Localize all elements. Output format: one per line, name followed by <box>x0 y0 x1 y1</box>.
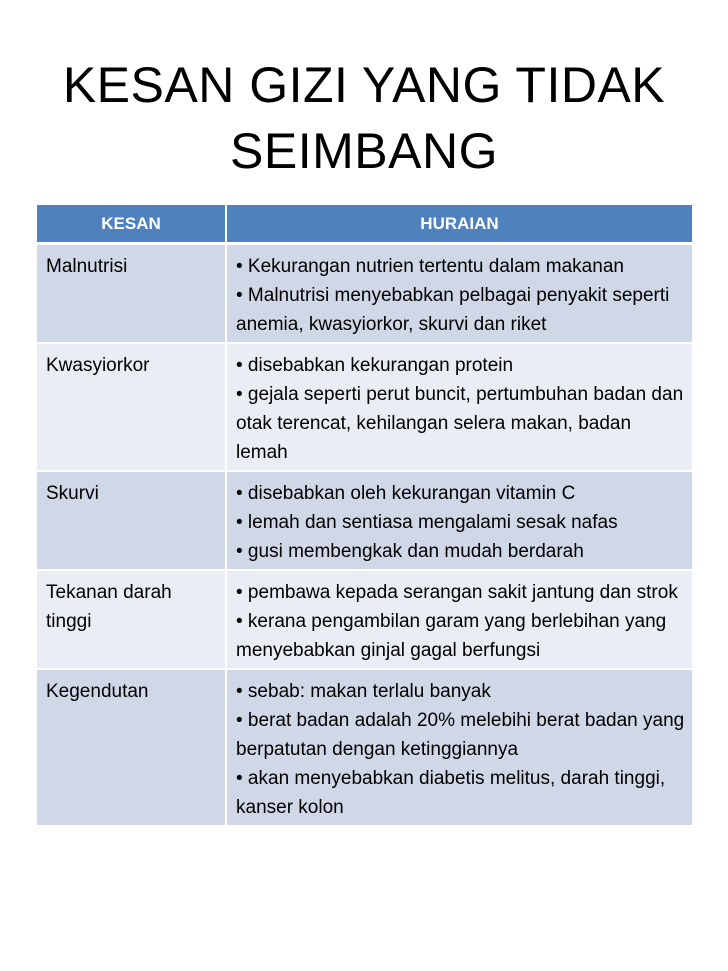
header-kesan: KESAN <box>37 205 226 244</box>
table-row <box>37 244 692 344</box>
table-row <box>37 669 692 826</box>
table-row <box>37 471 692 570</box>
table-header-row <box>37 205 692 244</box>
cell-huraian <box>226 244 692 344</box>
bullet-point: • kerana pengambilan garam yang berlebihan yang menyebabkan ginjal gagal berfungsi <box>236 611 667 661</box>
cell-kesan: Malnutrisi <box>37 244 226 344</box>
title-line-1: KESAN GIZI YANG TIDAK <box>62 57 666 113</box>
bullet-point: • gejala seperti perut buncit, pertumbuhan badan dan otak terencat, kehilangan selera makan, badan lemah <box>236 384 684 463</box>
cell-kesan: Tekanan darah tinggi <box>37 570 226 669</box>
bullet-point: • sebab: makan terlalu banyak <box>236 681 491 702</box>
header-huraian: HURAIAN <box>226 205 692 244</box>
bullet-point: • berat badan adalah 20% melebihi berat badan yang berpatutan dengan ketinggiannya <box>236 710 685 760</box>
cell-huraian <box>226 343 692 471</box>
cell-kesan: Kwasyiorkor <box>37 343 226 471</box>
title-line-2: SEIMBANG <box>230 123 498 179</box>
bullet-point: • lemah dan sentiasa mengalami sesak nafas <box>236 512 618 533</box>
cell-huraian <box>226 471 692 570</box>
cell-huraian <box>226 669 692 826</box>
effects-table <box>37 205 692 827</box>
cell-huraian <box>226 570 692 669</box>
bullet-point: • pembawa kepada serangan sakit jantung dan strok <box>236 582 678 603</box>
page-title <box>0 52 728 184</box>
table-row <box>37 343 692 471</box>
table-row <box>37 570 692 669</box>
bullet-point: • disebabkan oleh kekurangan vitamin C <box>236 483 576 504</box>
bullet-point: • akan menyebabkan diabetis melitus, darah tinggi, kanser kolon <box>236 768 666 818</box>
bullet-point: • disebabkan kekurangan protein <box>236 355 514 376</box>
bullet-point: • Kekurangan nutrien tertentu dalam makanan <box>236 256 624 277</box>
cell-kesan: Skurvi <box>37 471 226 570</box>
bullet-point: • Malnutrisi menyebabkan pelbagai penyakit seperti anemia, kwasyiorkor, skurvi dan riket <box>236 285 670 335</box>
cell-kesan: Kegendutan <box>37 669 226 826</box>
bullet-point: • gusi membengkak dan mudah berdarah <box>236 541 584 562</box>
